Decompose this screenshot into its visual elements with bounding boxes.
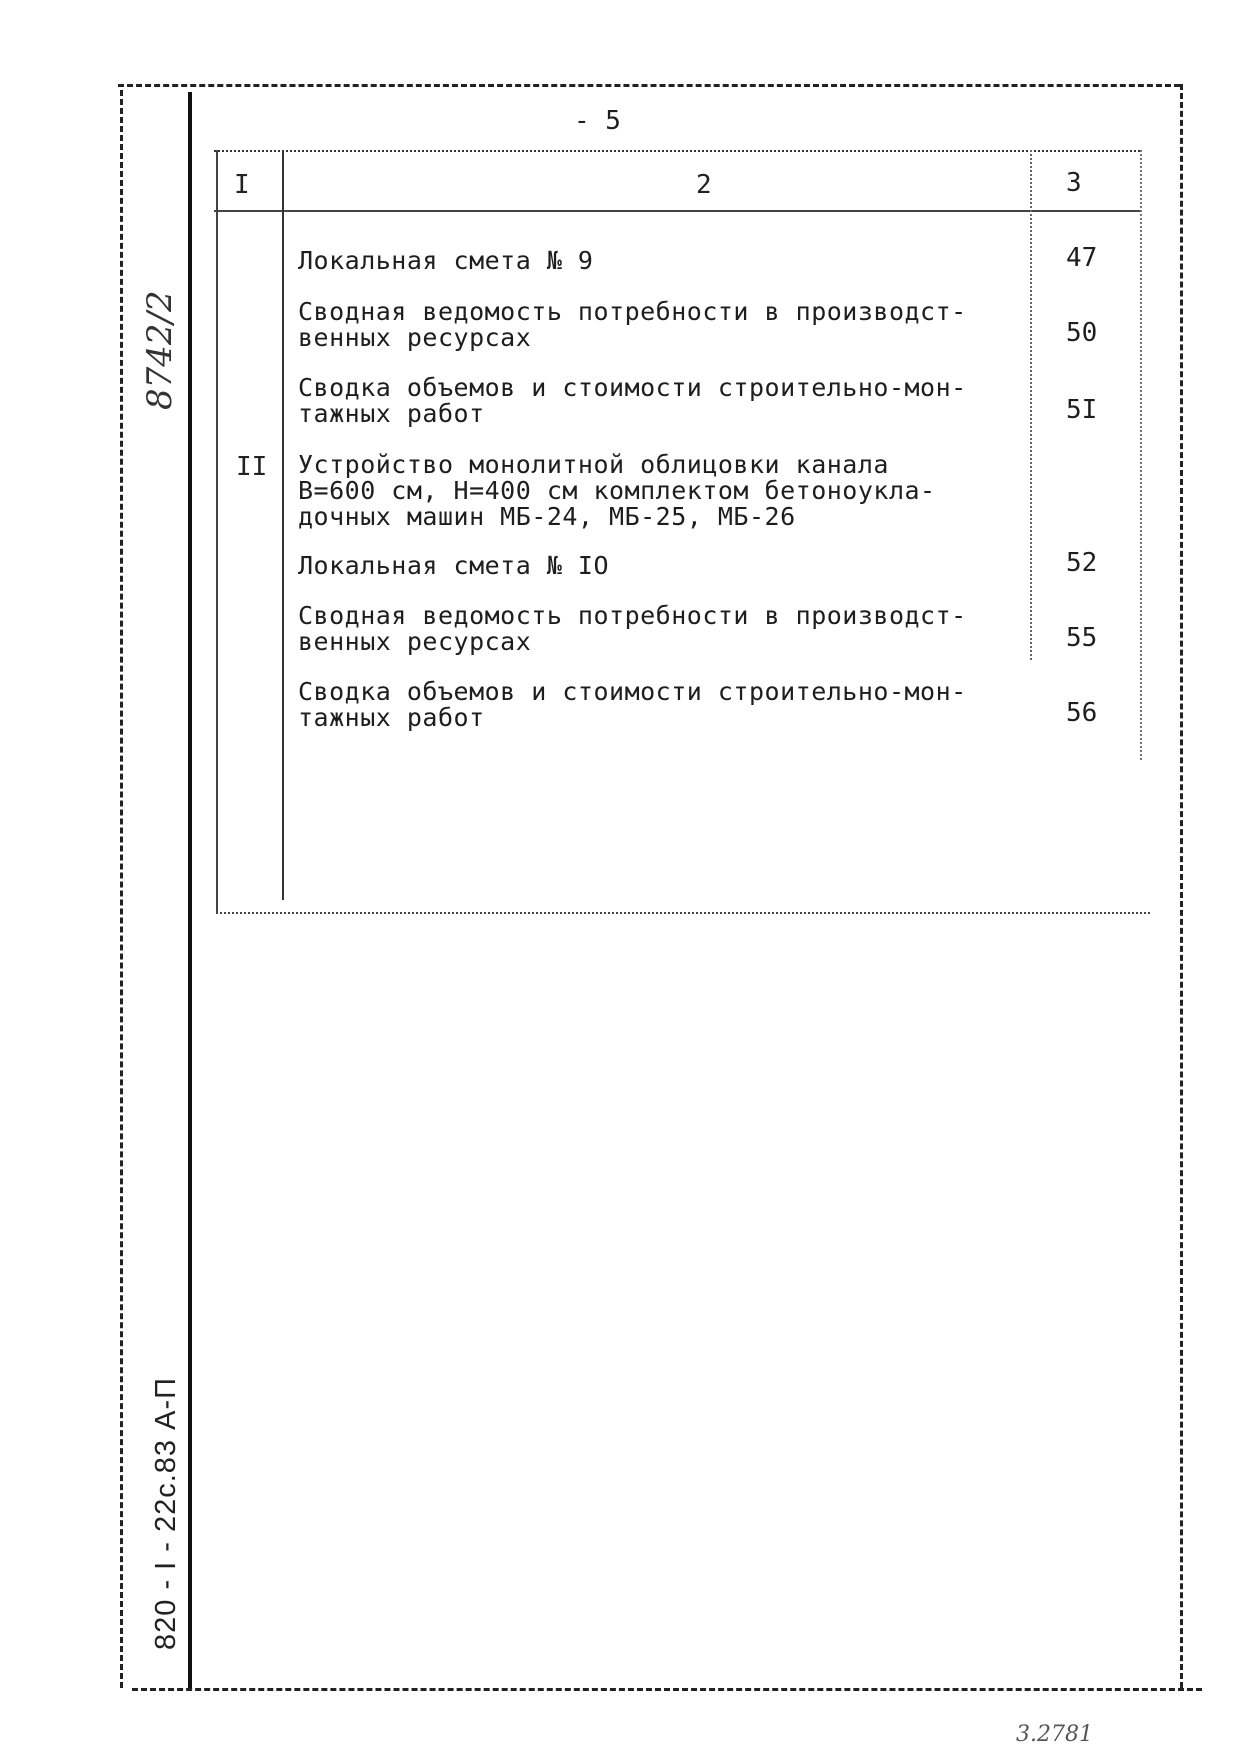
archive-number: 8742/2	[140, 290, 180, 410]
table-row-title: Сводная ведомость потребности в производст-	[298, 601, 967, 630]
table-column-divider-1	[282, 152, 284, 900]
table-row-title: Локальная смета № 9	[298, 246, 594, 275]
table-row-page: 55	[1066, 623, 1098, 653]
table-top-border	[214, 150, 1140, 152]
table-row-title: Сводка объемов и стоимости строительно-мон-	[298, 373, 967, 402]
table-row-page: 5I	[1066, 395, 1098, 425]
binding-line	[188, 92, 192, 1688]
frame-border-right	[1180, 84, 1183, 1688]
table-column-divider-2	[1030, 150, 1032, 660]
table-header-divider	[214, 210, 1140, 212]
section-title-continued: В=600 см, Н=400 см комплектом бетоноукла-	[298, 476, 936, 505]
table-row-title-continued: тажных работ	[298, 703, 485, 732]
table-bottom-border	[216, 912, 1150, 914]
section-title: Устройство монолитной облицовки канала	[298, 450, 889, 479]
table-left-border	[216, 150, 218, 912]
section-number: II	[236, 452, 268, 482]
table-row-title-continued: венных ресурсах	[298, 323, 532, 352]
page-number: - 5	[574, 106, 621, 136]
column-header-2: 2	[696, 170, 712, 200]
frame-border-left	[120, 90, 123, 1688]
table-row-page: 47	[1066, 243, 1098, 273]
table-row-title-continued: венных ресурсах	[298, 627, 532, 656]
table-row-title-continued: тажных работ	[298, 399, 485, 428]
document-code: 820 - I - 22с.83 А-П	[150, 1377, 182, 1650]
column-header-1: I	[234, 170, 250, 200]
frame-border-bottom	[132, 1688, 1202, 1691]
table-row-page: 56	[1066, 698, 1098, 728]
stamp-number: 3.2781	[1016, 1722, 1093, 1747]
table-right-border	[1140, 150, 1142, 760]
table-row-title: Сводная ведомость потребности в производст-	[298, 297, 967, 326]
table-row-page: 50	[1066, 318, 1098, 348]
table-row-title: Локальная смета № IO	[298, 551, 610, 580]
frame-border-top	[118, 84, 1180, 87]
table-row-title: Сводка объемов и стоимости строительно-мон-	[298, 677, 967, 706]
column-header-3: 3	[1066, 168, 1082, 198]
table-row-page: 52	[1066, 548, 1098, 578]
section-title-continued: дочных машин МБ-24, МБ-25, МБ-26	[298, 502, 796, 531]
